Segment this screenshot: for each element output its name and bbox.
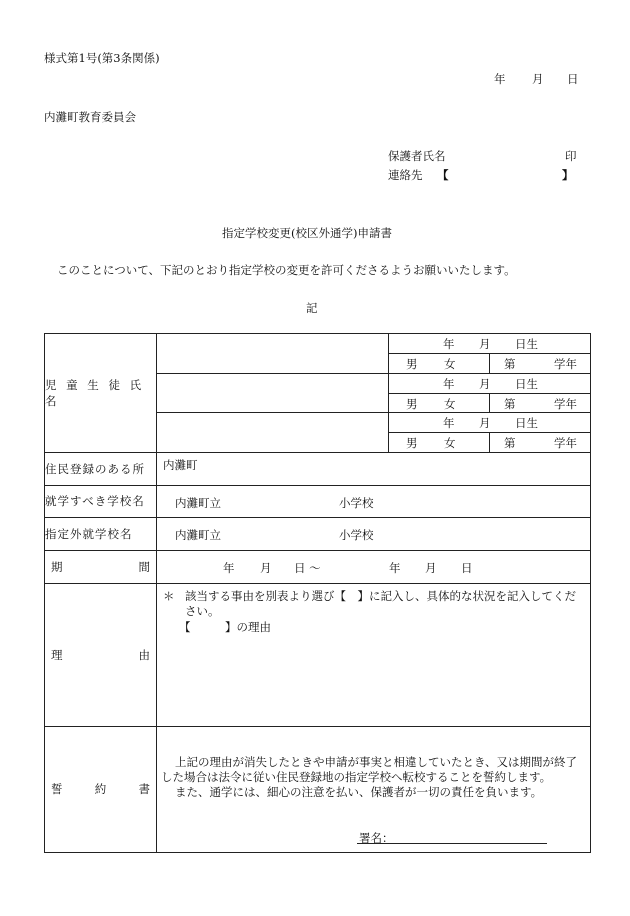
reason-note-line-2: さい。 bbox=[185, 603, 220, 618]
signature-line[interactable] bbox=[357, 843, 547, 844]
reason-field[interactable] bbox=[157, 583, 591, 726]
birth-month-3: 月 bbox=[479, 416, 491, 430]
ki-mark: 記 bbox=[306, 301, 318, 315]
residence-value[interactable]: 内灘町 bbox=[157, 452, 591, 485]
grade-suffix-1: 学年 bbox=[554, 357, 577, 371]
period-start-day: 日 〜 bbox=[294, 560, 321, 575]
other-school-label: 指定外就学校名 bbox=[45, 517, 157, 550]
assigned-school-prefix: 内灘町立 bbox=[175, 495, 221, 510]
student-name-field-2[interactable] bbox=[157, 373, 389, 413]
application-form-table bbox=[44, 333, 591, 853]
gender-female-1[interactable]: 女 bbox=[444, 357, 456, 371]
contact-label: 連絡先 bbox=[388, 168, 423, 182]
other-school-field[interactable] bbox=[157, 517, 591, 550]
pledge-field bbox=[157, 726, 591, 852]
pledge-line-1: 上記の理由が消失したときや申請が事実と相違していたとき、又は期間が終了 bbox=[175, 754, 578, 769]
pledge-label-2: 約 bbox=[94, 782, 107, 796]
student-name-field-1[interactable] bbox=[157, 334, 389, 374]
birth-year-1: 年 bbox=[443, 337, 455, 351]
period-end-year: 年 bbox=[389, 560, 401, 575]
reason-label-1: 理 bbox=[51, 647, 63, 662]
signature-label: 署名： bbox=[359, 830, 394, 845]
grade-suffix-2: 学年 bbox=[554, 396, 577, 411]
gender-female-2[interactable]: 女 bbox=[444, 396, 456, 411]
seal-mark: 印 bbox=[565, 149, 577, 163]
addressee: 内灘町教育委員会 bbox=[44, 110, 136, 124]
assigned-school-suffix: 小学校 bbox=[339, 495, 374, 510]
reason-bracket: 【 】の理由 bbox=[179, 619, 271, 634]
pledge-line-2: した場合は法令に従い住民登録地の指定学校へ転校することを誓約します。 bbox=[161, 769, 552, 784]
birth-year-2: 年 bbox=[443, 376, 455, 391]
period-label-1: 期 bbox=[51, 559, 63, 574]
pledge-label-1: 誓 bbox=[51, 782, 63, 796]
gender-male-2[interactable]: 男 bbox=[406, 396, 418, 411]
student-name-field-3[interactable] bbox=[157, 413, 389, 453]
assigned-school-field[interactable] bbox=[157, 485, 591, 517]
birth-day-3: 日生 bbox=[515, 416, 538, 430]
period-start-year: 年 bbox=[223, 560, 235, 575]
pledge-line-3: また、通学には、細心の注意を払い、保護者が一切の責任を負います。 bbox=[175, 784, 543, 799]
student-info-2 bbox=[389, 373, 591, 413]
period-field[interactable] bbox=[157, 550, 591, 583]
period-start-month: 月 bbox=[260, 560, 272, 575]
birth-month-2: 月 bbox=[479, 376, 491, 391]
grade-suffix-3: 学年 bbox=[554, 436, 577, 450]
period-label-2: 間 bbox=[138, 559, 150, 574]
contact-bracket-open: 【 bbox=[437, 168, 449, 182]
gender-male-1[interactable]: 男 bbox=[406, 357, 418, 371]
contact-bracket-close: 】 bbox=[562, 168, 574, 182]
pledge-label-3: 書 bbox=[138, 782, 150, 796]
period-end-month: 月 bbox=[425, 560, 437, 575]
birth-year-3: 年 bbox=[443, 416, 455, 430]
date-day: 日 bbox=[567, 72, 579, 86]
grade-prefix-3: 第 bbox=[504, 436, 516, 450]
student-name-label: 児 童 生 徒 氏 名 bbox=[45, 334, 157, 453]
assigned-school-label: 就学すべき学校名 bbox=[45, 485, 157, 517]
gender-male-3[interactable]: 男 bbox=[406, 436, 418, 450]
gender-female-3[interactable]: 女 bbox=[444, 436, 456, 450]
period-label bbox=[45, 550, 157, 583]
birth-day-2: 日生 bbox=[515, 376, 538, 391]
intro-text: このことについて、下記のとおり指定学校の変更を許可くださるようお願いいたします。 bbox=[57, 263, 516, 277]
grade-prefix-2: 第 bbox=[504, 396, 516, 411]
date-year: 年 bbox=[494, 72, 506, 86]
period-end-day: 日 bbox=[461, 560, 473, 575]
reason-label-2: 由 bbox=[138, 647, 150, 662]
date-month: 月 bbox=[532, 72, 544, 86]
student-info-3 bbox=[389, 413, 591, 453]
birth-day-1: 日生 bbox=[515, 337, 538, 351]
pledge-label bbox=[45, 726, 157, 852]
form-number: 様式第1号(第3条関係) bbox=[44, 51, 160, 65]
guardian-name-label: 保護者氏名 bbox=[388, 149, 446, 163]
student-info-1 bbox=[389, 334, 591, 374]
other-school-prefix: 内灘町立 bbox=[175, 527, 221, 542]
grade-prefix-1: 第 bbox=[504, 357, 516, 371]
reason-label bbox=[45, 583, 157, 726]
other-school-suffix: 小学校 bbox=[339, 527, 374, 542]
reason-note-line-1: 該当する事由を別表より選び【 】に記入し、具体的な状況を記入してくだ bbox=[185, 588, 576, 603]
residence-label: 住民登録のある所 bbox=[45, 452, 157, 485]
reason-note-mark: ＊ bbox=[163, 588, 175, 603]
document-title: 指定学校変更(校区外通学)申請書 bbox=[222, 226, 392, 240]
birth-month-1: 月 bbox=[479, 337, 491, 351]
